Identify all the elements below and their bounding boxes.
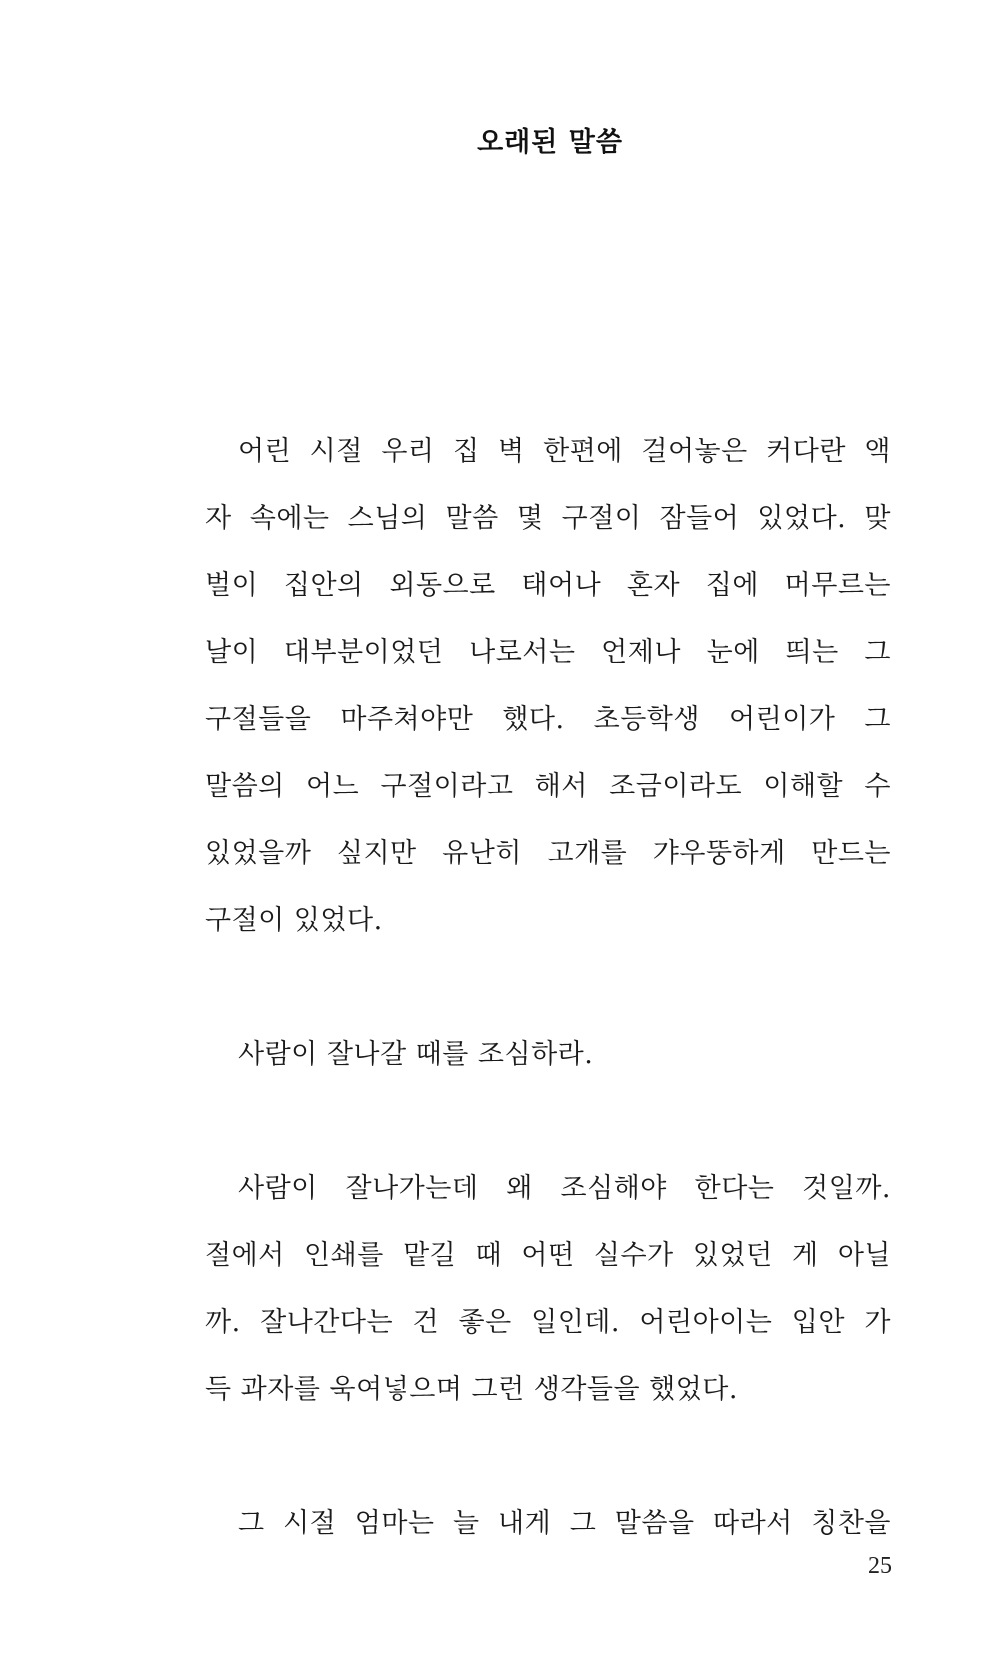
text-line: 득 과자를 욱여넣으며 그런 생각들을 했었다. xyxy=(205,1374,738,1405)
text-line: 그 시절 엄마는 늘 내게 그 말씀을 따라서 칭찬을 xyxy=(238,1508,891,1539)
text-line: 날이 대부분이었던 나로서는 언제나 눈에 띄는 그 xyxy=(205,637,891,668)
paragraph-4 xyxy=(205,1490,891,1557)
text-line: 구절들을 마주쳐야만 했다. 초등학생 어린이가 그 xyxy=(205,704,891,735)
text-line: 절에서 인쇄를 맡길 때 어떤 실수가 있었던 게 아닐 xyxy=(205,1240,891,1271)
text-line: 있었을까 싶지만 유난히 고개를 갸우뚱하게 만드는 xyxy=(205,838,891,869)
paragraph-3 xyxy=(205,1155,891,1423)
paragraph-gap xyxy=(205,1423,891,1490)
body-text xyxy=(205,418,891,1557)
paragraph-gap xyxy=(205,1088,891,1155)
paragraph-2 xyxy=(205,1021,891,1088)
paragraph-1 xyxy=(205,418,891,954)
text-line: 말씀의 어느 구절이라고 해서 조금이라도 이해할 수 xyxy=(205,771,891,802)
page-number: 25 xyxy=(868,1553,892,1579)
text-line: 사람이 잘나가는데 왜 조심해야 한다는 것일까. xyxy=(238,1173,891,1204)
text-line: 어린 시절 우리 집 벽 한편에 걸어놓은 커다란 액 xyxy=(238,436,891,467)
text-line: 벌이 집안의 외동으로 태어나 혼자 집에 머무르는 xyxy=(205,570,891,601)
text-line: 사람이 잘나갈 때를 조심하라. xyxy=(238,1039,594,1070)
text-line: 구절이 있었다. xyxy=(205,905,383,936)
text-line: 자 속에는 스님의 말씀 몇 구절이 잠들어 있었다. 맞 xyxy=(205,503,891,534)
chapter-title: 오래된 말씀 xyxy=(477,127,623,158)
paragraph-gap xyxy=(205,954,891,1021)
text-line: 까. 잘나간다는 건 좋은 일인데. 어린아이는 입안 가 xyxy=(205,1307,891,1338)
